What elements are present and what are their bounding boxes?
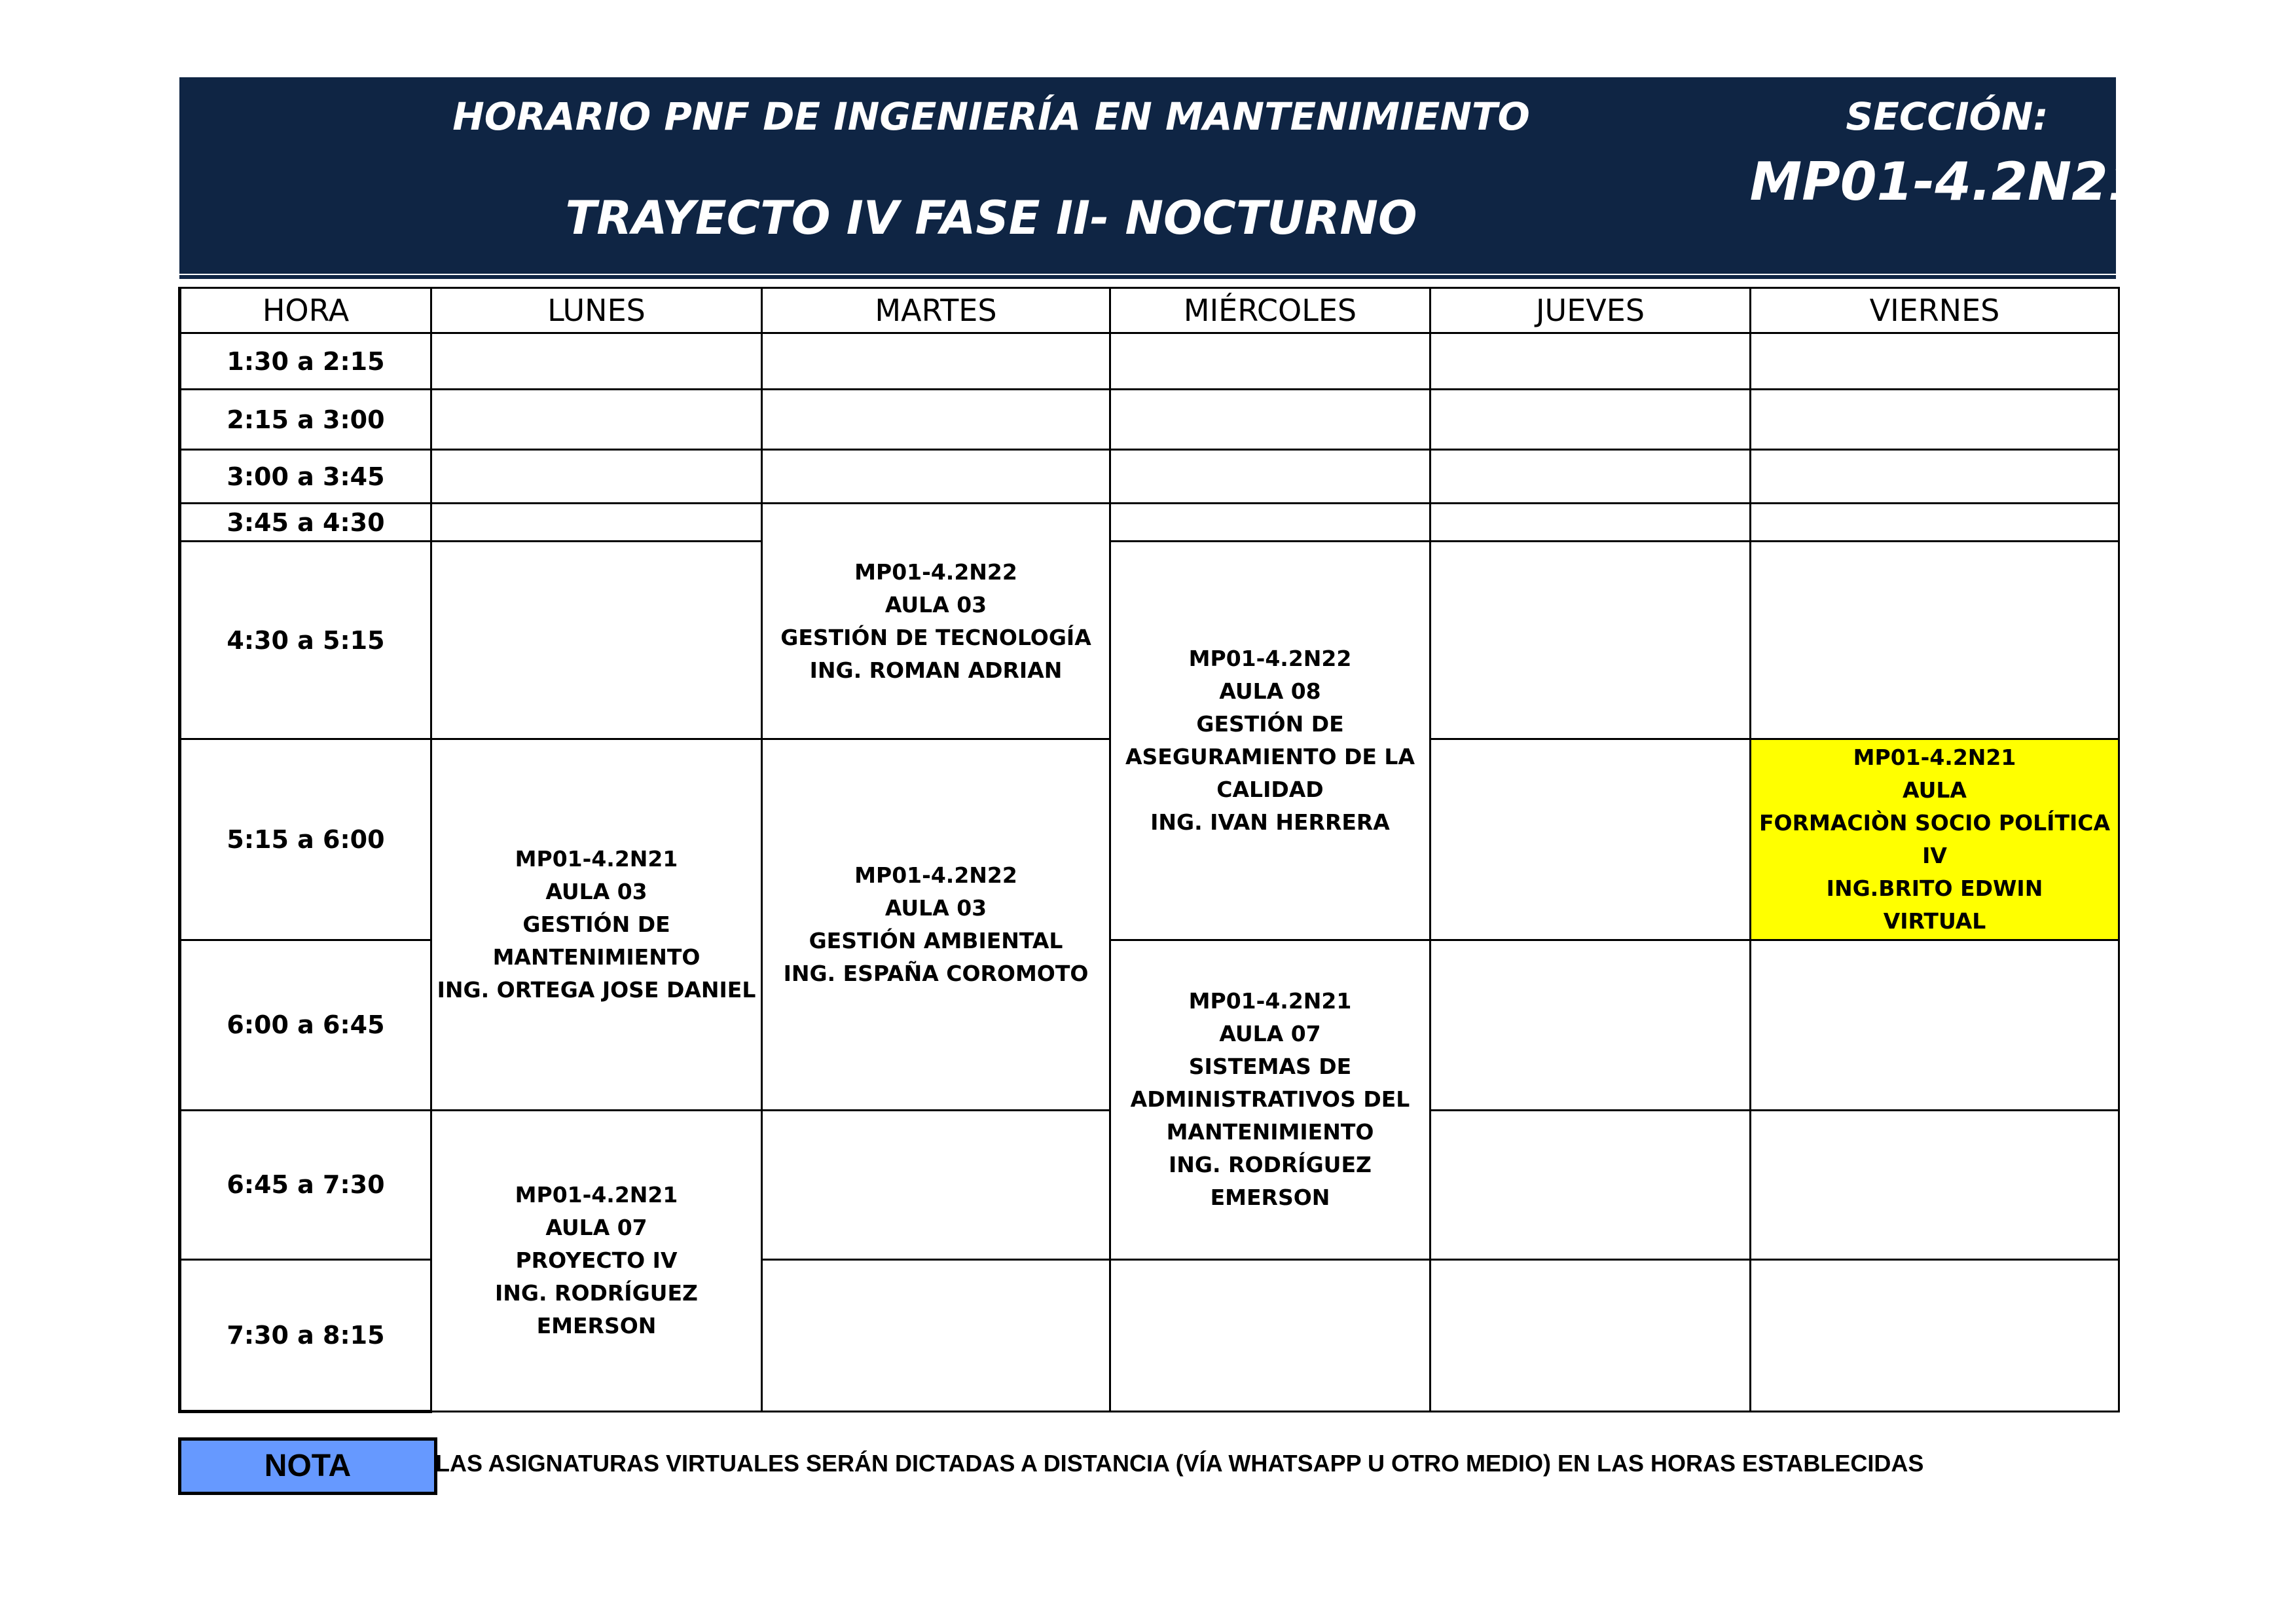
section-value: MP01-4.2N21 <box>1749 151 2145 212</box>
header-divider <box>179 275 2116 279</box>
empty-cell <box>1110 390 1430 450</box>
empty-cell <box>762 1110 1110 1259</box>
empty-cell <box>431 542 762 739</box>
hour-cell: 2:15 a 3:00 <box>180 390 431 450</box>
empty-cell <box>1110 450 1430 504</box>
table-row <box>180 450 2119 504</box>
empty-cell <box>1430 542 1751 739</box>
empty-cell <box>1110 333 1430 390</box>
empty-cell <box>1751 333 2119 390</box>
header-row <box>180 288 2119 333</box>
empty-cell <box>1110 504 1430 542</box>
nota-text: LAS ASIGNATURAS VIRTUALES SERÁN DICTADAS A DISTANCIA (VÍA WHATSAPP U OTRO MEDIO) EN LAS HORAS ESTABLECIDAS <box>435 1450 1924 1477</box>
empty-cell <box>431 504 762 542</box>
empty-cell <box>762 450 1110 504</box>
schedule-table <box>178 287 2120 1413</box>
column-header-miercoles: MIÉRCOLES <box>1110 288 1430 333</box>
hour-cell: 7:30 a 8:15 <box>180 1259 431 1411</box>
empty-cell <box>431 333 762 390</box>
column-header-hora: HORA <box>180 288 431 333</box>
table-row <box>180 542 2119 739</box>
hour-cell: 5:15 a 6:00 <box>180 739 431 940</box>
empty-cell <box>1751 542 2119 739</box>
empty-cell <box>1430 940 1751 1110</box>
column-header-martes: MARTES <box>762 288 1110 333</box>
empty-cell <box>1110 1259 1430 1411</box>
empty-cell <box>1430 1110 1751 1259</box>
class-block-miercoles-sistemas: MP01-4.2N21 AULA 07 SISTEMAS DE ADMINISTRATIVOS DEL MANTENIMIENTO ING. RODRÍGUEZ EMERSON <box>1110 940 1430 1259</box>
class-block-lunes-mantenimiento: MP01-4.2N21 AULA 03 GESTIÓN DE MANTENIMIENTO ING. ORTEGA JOSE DANIEL <box>431 739 762 1110</box>
hour-cell: 3:00 a 3:45 <box>180 450 431 504</box>
class-block-viernes-virtual: MP01-4.2N21 AULA FORMACIÒN SOCIO POLÍTICA IV ING.BRITO EDWIN VIRTUAL <box>1751 739 2119 940</box>
hour-cell: 1:30 a 2:15 <box>180 333 431 390</box>
hour-cell: 3:45 a 4:30 <box>180 504 431 542</box>
section-label: SECCIÓN: <box>1846 94 2049 139</box>
hour-cell: 6:00 a 6:45 <box>180 940 431 1110</box>
table-row <box>180 390 2119 450</box>
class-block-martes-tecnologia: MP01-4.2N22 AULA 03 GESTIÓN DE TECNOLOGÍA ING. ROMAN ADRIAN <box>762 504 1110 739</box>
empty-cell <box>1430 504 1751 542</box>
empty-cell <box>1430 450 1751 504</box>
table-row <box>180 333 2119 390</box>
column-header-jueves: JUEVES <box>1430 288 1751 333</box>
column-header-lunes: LUNES <box>431 288 762 333</box>
empty-cell <box>762 333 1110 390</box>
empty-cell <box>1751 1259 2119 1411</box>
class-block-martes-ambiental: MP01-4.2N22 AULA 03 GESTIÓN AMBIENTAL ING. ESPAÑA COROMOTO <box>762 739 1110 1110</box>
empty-cell <box>1751 1110 2119 1259</box>
column-header-viernes: VIERNES <box>1751 288 2119 333</box>
class-block-lunes-proyecto: MP01-4.2N21 AULA 07 PROYECTO IV ING. RODRÍGUEZ EMERSON <box>431 1110 762 1411</box>
empty-cell <box>1751 390 2119 450</box>
empty-cell <box>1751 504 2119 542</box>
nota-label: NOTA <box>178 1437 437 1495</box>
schedule-header <box>179 77 2145 274</box>
hour-cell: 4:30 a 5:15 <box>180 542 431 739</box>
schedule-title: HORARIO PNF DE INGENIERÍA EN MANTENIMIENTO <box>452 94 1530 139</box>
empty-cell <box>762 390 1110 450</box>
empty-cell <box>1751 940 2119 1110</box>
empty-cell <box>762 1259 1110 1411</box>
table-row <box>180 504 2119 542</box>
empty-cell <box>1751 450 2119 504</box>
empty-cell <box>1430 739 1751 940</box>
empty-cell <box>431 390 762 450</box>
empty-cell <box>1430 390 1751 450</box>
empty-cell <box>1430 333 1751 390</box>
hour-cell: 6:45 a 7:30 <box>180 1110 431 1259</box>
empty-cell <box>431 450 762 504</box>
empty-cell <box>1430 1259 1751 1411</box>
class-block-miercoles-calidad: MP01-4.2N22 AULA 08 GESTIÓN DE ASEGURAMIENTO DE LA CALIDAD ING. IVAN HERRERA <box>1110 542 1430 940</box>
schedule-subtitle: TRAYECTO IV FASE II- NOCTURNO <box>565 191 1417 245</box>
